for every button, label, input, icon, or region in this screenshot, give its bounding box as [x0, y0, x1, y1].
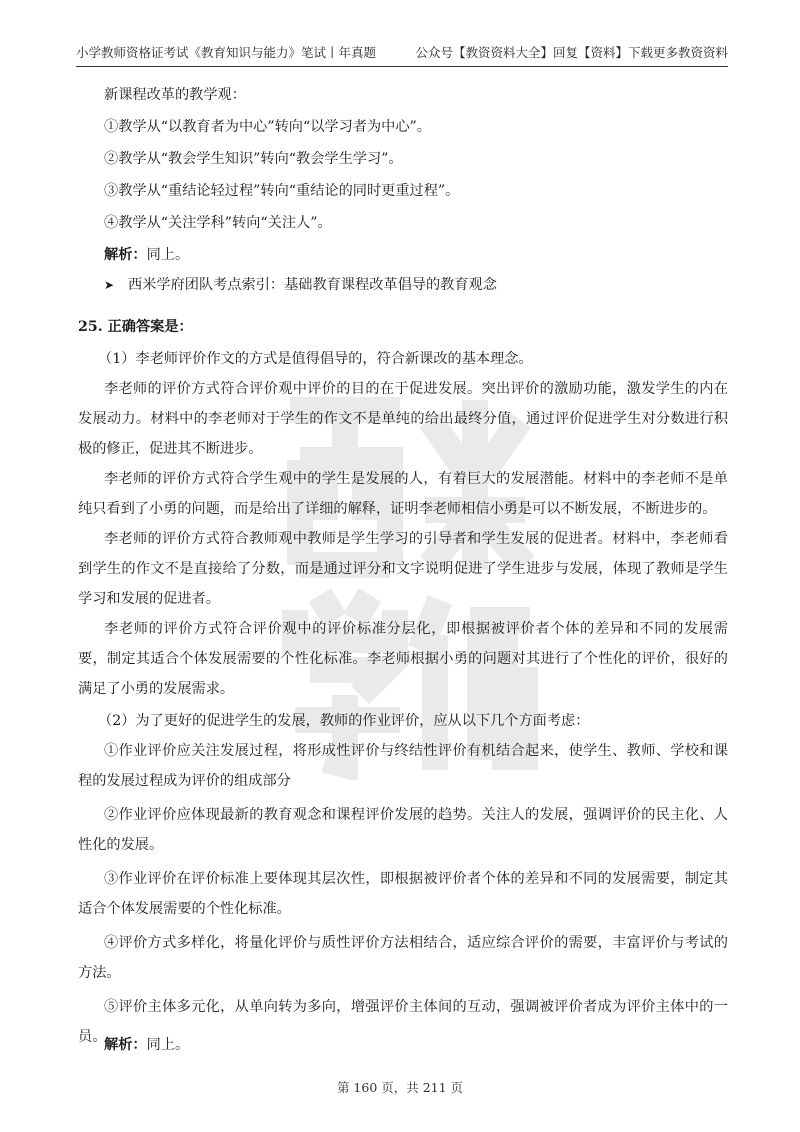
- question-25-heading: 25. 正确答案是：: [78, 319, 193, 335]
- section-title: 新课程改革的教学观：: [104, 87, 246, 103]
- analysis-label: 解析：: [104, 247, 147, 263]
- list-item: ④教学从“关注学科”转向“关注人”。: [104, 215, 332, 231]
- analysis-label: 解析：: [104, 1037, 147, 1053]
- paragraph: ⑤评价主体多元化，从单向转为多向，增强评价主体间的互动，强调被评价者成为评价主体中的一员。: [78, 999, 728, 1045]
- paragraph: 李老师的评价方式符合教师观中教师是学生学习的引导者和学生发展的促进者。材料中，李老师看到学生的作文不是直接给了分数，而是通过评分和文字说明促进了学生进步与发展，体现了教师是学生学习和发展的促进者。: [78, 531, 728, 607]
- list-item: ②教学从“教会学生知识”转向“教会学生学习”。: [104, 151, 403, 167]
- page-footer: 第 160 页，共 211 页: [336, 1080, 464, 1095]
- analysis-text: 同上。: [146, 1037, 190, 1053]
- analysis-text: 同上。: [146, 247, 190, 263]
- page-header: [76, 44, 728, 67]
- header-right-promo: 公众号【教资资料大全】回复【资料】下载更多教资资料: [415, 45, 728, 60]
- header-left-title: 小学教师资格证考试《教育知识与能力》笔试丨年真题: [76, 45, 377, 60]
- paragraph: 李老师的评价方式符合评价观中的评价标准分层化，即根据被评价者个体的差异和不同的发展需要，制定其适合个体发展需要的个性化标准。李老师根据小勇的问题对其进行了个性化的评价，很好的满足了小勇的发展需求。: [78, 621, 728, 697]
- list-item: ①教学从“以教育者为中心”转向“以学习者为中心”。: [104, 119, 431, 135]
- index-bullet-text: 西米学府团队考点索引：基础教育课程改革倡导的教育观念: [128, 277, 497, 293]
- analysis-line: [104, 1034, 728, 1054]
- paragraph: ①作业评价应关注发展过程，将形成性评价与终结性评价有机结合起来，使学生、教师、学校和课程的发展过程成为评价的组成部分: [78, 743, 728, 789]
- list-item: ③教学从“重结论轻过程”转向“重结论的同时更重过程”。: [104, 183, 460, 199]
- paragraph: ②作业评价应体现最新的教育观念和课程评价发展的趋势。关注人的发展，强调评价的民主化、人性化的发展。: [78, 807, 728, 853]
- paragraph: 李老师的评价方式符合学生观中的学生是发展的人，有着巨大的发展潜能。材料中的李老师不是单纯只看到了小勇的问题，而是给出了详细的解释，证明李老师相信小勇是可以不断发展，不断进步的。: [78, 471, 728, 517]
- paragraph: ④评价方式多样化，将量化评价与质性评价方法相结合，适应综合评价的需要，丰富评价与考试的方法。: [78, 935, 728, 981]
- paragraph: 李老师的评价方式符合评价观中评价的目的在于促进发展。突出评价的激励功能，激发学生的内在发展动力。材料中的李老师对于学生的作文不是单纯的给出最终分值，通过评价促进学生对分数进行积极的修正，促进其不断进步。: [78, 381, 728, 457]
- paragraph: ③作业评价在评价标准上要体现其层次性，即根据被评价者个体的差异和不同的发展需要，制定其适合个体发展需要的个性化标准。: [78, 871, 728, 917]
- paragraph: （2）为了更好的促进学生的发展，教师的作业评价，应从以下几个方面考虑：: [98, 713, 590, 729]
- paragraph: （1）李老师评价作文的方式是值得倡导的，符合新课改的基本理念。: [98, 351, 533, 367]
- arrow-bullet-icon: ➤: [104, 278, 115, 292]
- analysis-line: [104, 244, 728, 264]
